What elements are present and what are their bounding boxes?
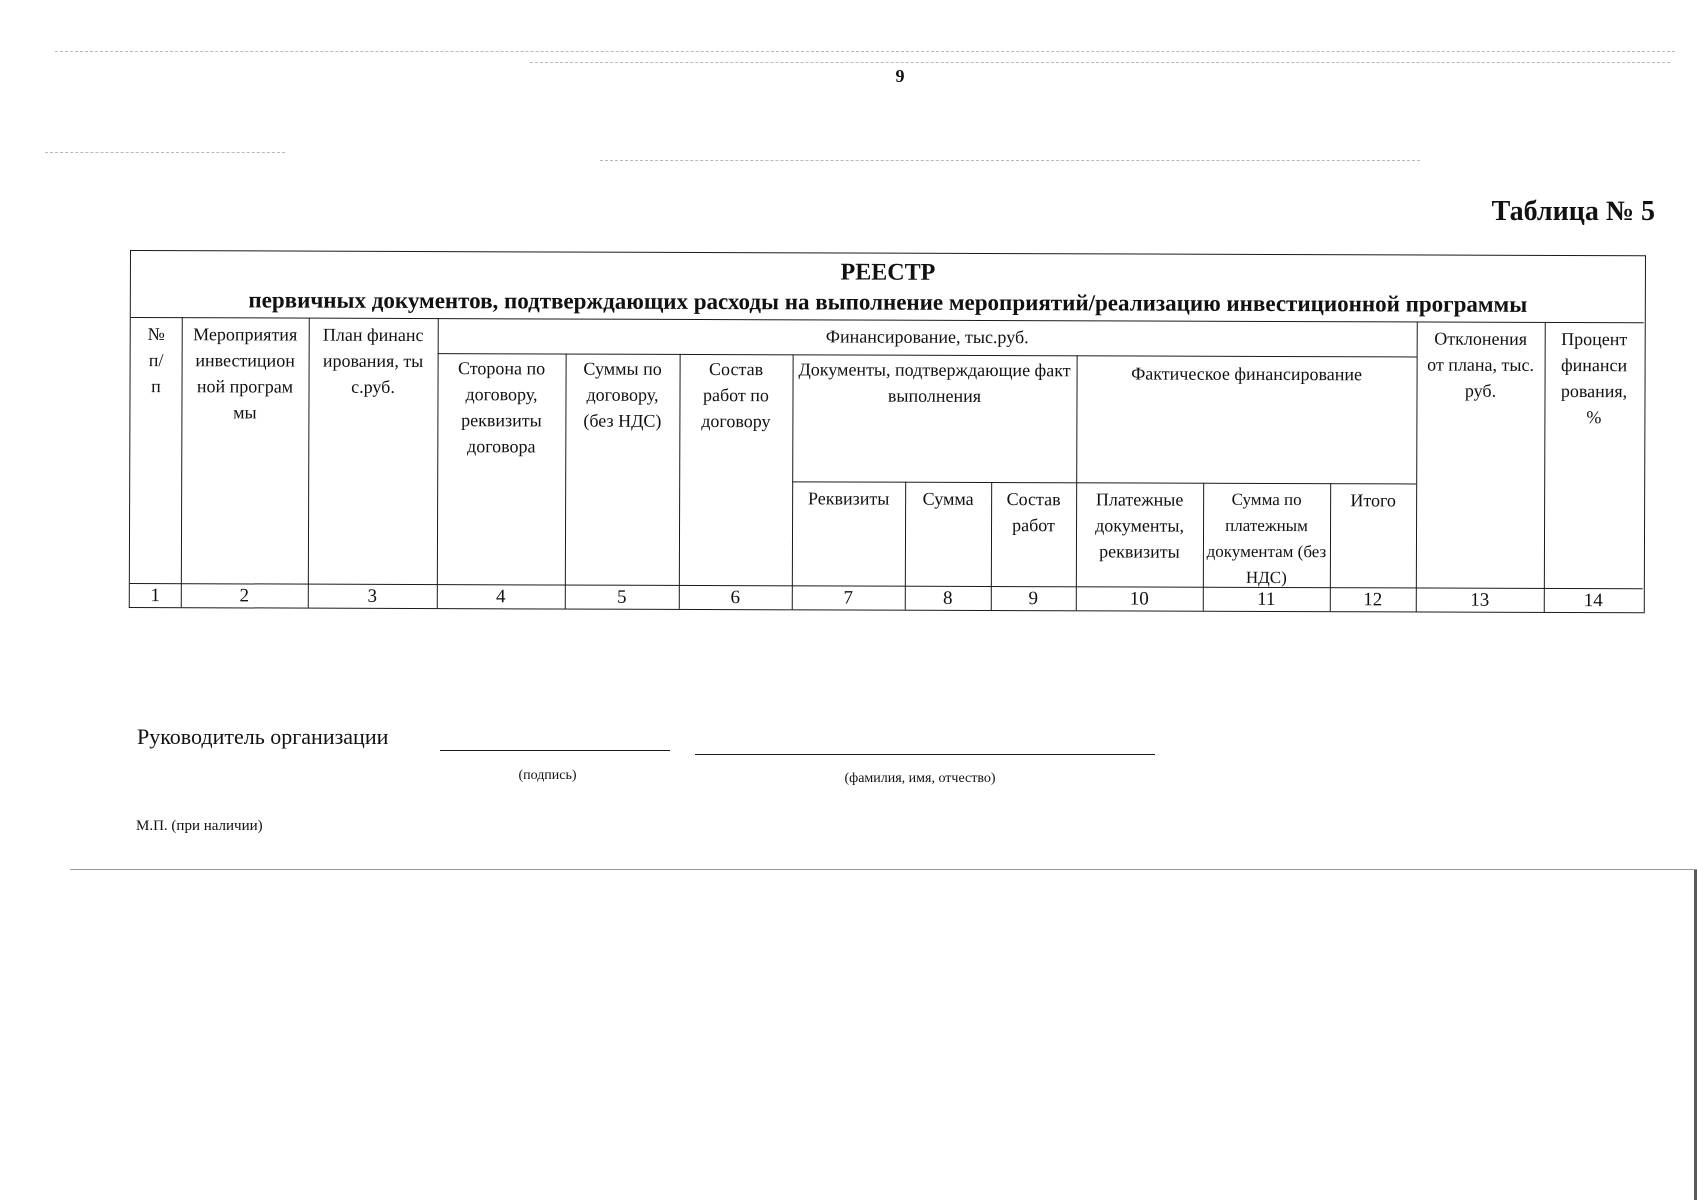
signature-line [440,750,670,751]
header-col-works-done-cell: Состав работ [1006,489,1061,536]
header-col-deviation: Отклонения от плана, тыс. руб. [1427,328,1535,401]
page-number: 9 [895,66,905,86]
header-col-sum: Сумма [922,488,974,509]
register-table [129,250,1646,613]
column-number-cell: 13 [1470,589,1490,611]
full-name-line [695,754,1155,755]
column-number-cell: 1 [150,585,161,607]
header-col-contract-sum: Суммы по договору, (без НДС) [583,358,662,431]
scan-artifact-line [600,160,1420,161]
scan-artifact-line [55,51,1675,52]
header-col-payment-docs: Платежные документы, реквизиты [1095,489,1185,562]
stamp-note: М.П. (при наличии) [136,818,263,834]
column-number-cell: 8 [943,587,953,609]
subgroup-rule [792,481,1416,484]
header-actual-group: Фактическое финансирование [1131,363,1363,385]
signature-caption: (подпись) [518,768,577,783]
scan-artifact-line [70,869,1697,870]
register-title-block [131,251,1645,322]
header-col-number: № п/п [147,324,165,397]
column-number-cell: 9 [1028,588,1039,610]
header-col-total-cell: Итого [1350,490,1396,511]
header-docs-group-text: Документы, подтверждающие факт выполнения [798,359,1071,406]
header-col-payment-sum: Сумма по платежным документам (без НДС) [1206,489,1327,588]
column-number-cell: 11 [1257,588,1276,611]
header-col-activities: Мероприятия инвестиционной программы [193,324,298,423]
column-number-cell: 14 [1583,590,1603,612]
full-name-caption: (фамилия, имя, отчество) [844,771,996,786]
table-label: Таблица № 5 [1491,196,1655,227]
header-col-requisites: Реквизиты [807,488,890,509]
scan-artifact-line [45,152,285,153]
column-number-cell: 6 [730,587,741,609]
header-col-plan: План финансирования, тыс.руб. [322,324,424,397]
column-number-cell: 10 [1129,588,1149,610]
header-col-contract-party: Сторона по договору, реквизиты договора [457,358,546,457]
column-number-cell: 3 [367,585,378,607]
header-financing-group: Финансирование, тыс.руб. [825,326,1029,348]
column-number-cell: 5 [617,586,627,608]
header-col-percent: Процент финансирования, % [1560,328,1628,428]
register-title: РЕЕСТР [840,259,936,286]
scan-artifact-line [530,62,1670,63]
column-number-cell: 12 [1363,589,1383,611]
column-number-cell: 4 [496,586,506,608]
header-col-works: Состав работ по договору [701,359,771,432]
column-number-cell: 7 [843,587,854,609]
column-number-cell: 2 [239,585,250,607]
register-subtitle: первичных документов, подтверждающих расходы на выполнение мероприятий/реализацию инвестиционной программы [248,287,1528,317]
organization-head-label: Руководитель организации [137,724,389,749]
